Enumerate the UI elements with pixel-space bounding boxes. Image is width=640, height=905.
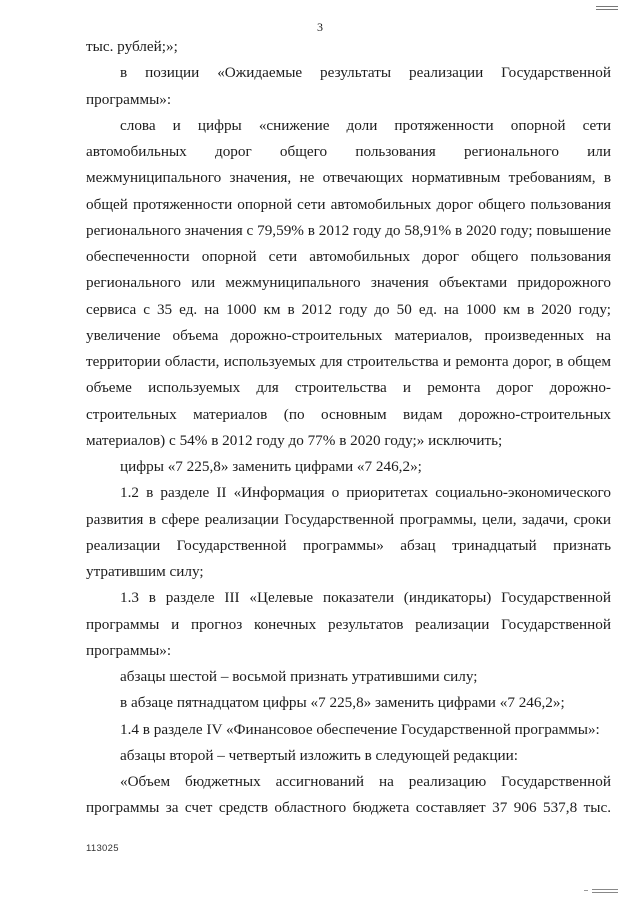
- text-line: строительных материалов (по основным видам дорожно-строительных: [86, 405, 611, 423]
- text-line: реализации Государственной программы» абзац тринадцатый признать: [86, 536, 611, 554]
- text-line: развития в сфере реализации Государственной программы, цели, задачи, сроки: [86, 510, 611, 528]
- text-line: слова и цифры «снижение доли протяженности опорной сети: [120, 116, 611, 134]
- text-line: сервиса с 35 ед. на 1000 км в 2012 году до 50 ед. на 1000 км в 2020 году;: [86, 300, 611, 318]
- text-line: программы»:: [86, 641, 172, 659]
- text-line: 1.3 в разделе III «Целевые показатели (индикаторы) Государственной: [120, 589, 611, 607]
- text-line: цифры «7 225,8» заменить цифрами «7 246,2»;: [120, 458, 422, 475]
- text-line: материалов) с 54% в 2012 году до 77% в 2020 году;» исключить;: [86, 431, 503, 449]
- text-line: увеличение объема дорожно-строительных материалов, произведенных на: [86, 326, 611, 344]
- text-line: тыс. рублей;»;: [86, 38, 178, 55]
- text-line: утратившим силу;: [86, 563, 204, 580]
- scan-mark-top: [596, 6, 618, 10]
- text-line: программы и прогноз конечных результатов реализации Государственной: [86, 615, 611, 633]
- text-line: «Объем бюджетных ассигнований на реализацию Государственной: [120, 773, 611, 790]
- scan-mark-dot: [584, 890, 588, 891]
- document-code: 113025: [86, 843, 119, 854]
- text-line: обеспеченности опорной сети автомобильных дорог общего пользования: [86, 248, 611, 265]
- scan-mark-bottom: [592, 889, 618, 893]
- text-line: территории области, используемых для строительства и ремонта дорог, в общем: [86, 353, 611, 370]
- document-body: [86, 34, 611, 822]
- text-line: программы»:: [86, 90, 172, 108]
- text-line: в позиции «Ожидаемые результаты реализации Государственной: [120, 64, 611, 82]
- page-number: 3: [317, 20, 323, 34]
- text-line: регионального или межмуниципального значения объектами придорожного: [86, 274, 611, 292]
- text-line: общей протяженности опорной сети автомобильных дорог общего пользования: [86, 195, 611, 213]
- text-line: автомобильных дорог общего пользования регионального или: [86, 143, 611, 160]
- text-line: в абзаце пятнадцатом цифры «7 225,8» заменить цифрами «7 246,2»;: [120, 694, 565, 712]
- text-line: 1.2 в разделе II «Информация о приоритетах социально-экономического: [120, 484, 611, 502]
- text-line: межмуниципального значения, не отвечающих нормативным требованиям, в: [86, 169, 611, 187]
- text-line: абзацы второй – четвертый изложить в следующей редакции:: [120, 746, 519, 764]
- text-line: абзацы шестой – восьмой признать утратившими силу;: [120, 668, 478, 685]
- text-line: объеме используемых для строительства и ремонта дорог дорожно-: [86, 379, 611, 397]
- text-line: 1.4 в разделе IV «Финансовое обеспечение Государственной программы»:: [120, 720, 600, 738]
- text-line: регионального значения с 79,59% в 2012 году до 58,91% в 2020 году; повышение: [86, 221, 611, 239]
- text-line: программы за счет средств областного бюджета составляет 37 906 537,8 тыс.: [86, 799, 611, 817]
